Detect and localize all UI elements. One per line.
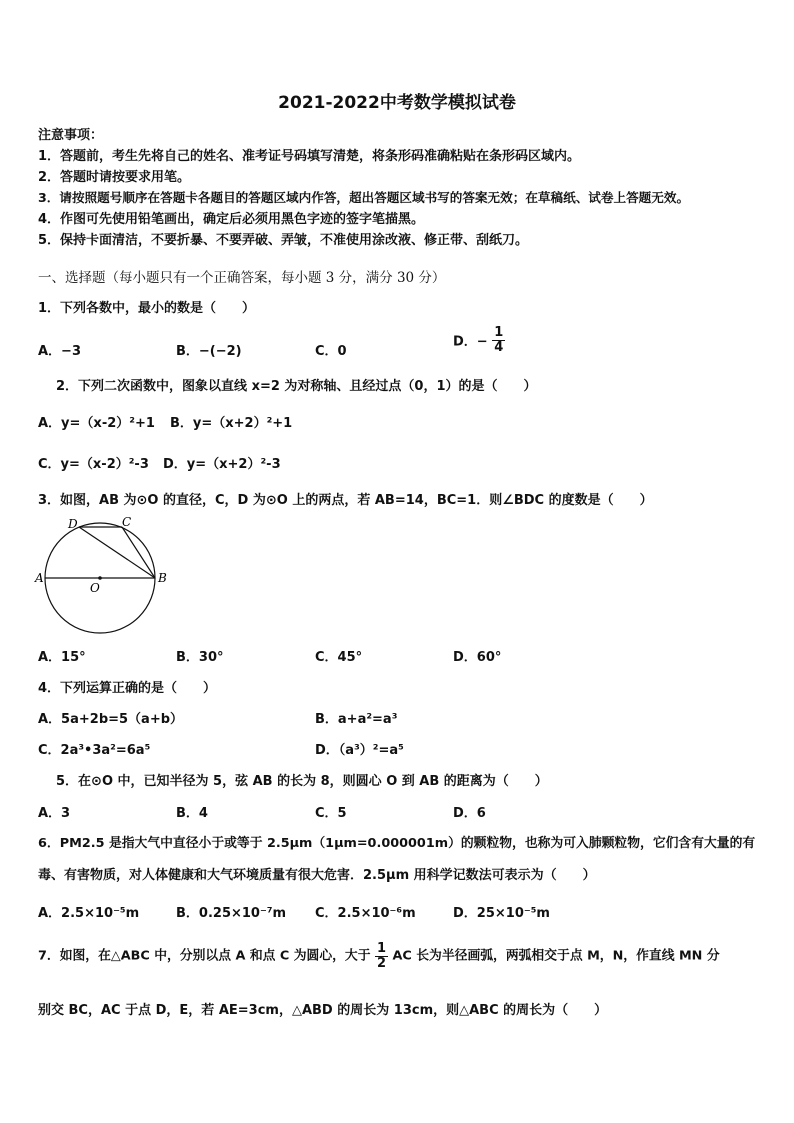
notice-item-2: 2．答题时请按要求用笔。	[38, 170, 191, 185]
q4-option-d: D．（a³）²=a⁵	[315, 743, 404, 758]
notice-item-5: 5．保持卡面清洁，不要折暴、不要弄破、弄皱，不准使用涂改液、修正带、刮纸刀。	[38, 233, 529, 248]
page-title: 2021-2022中考数学模拟试卷	[278, 93, 516, 113]
q1-option-c: C．0	[315, 344, 347, 359]
q2-option-d: D．y=（x+2）²-3	[163, 457, 281, 472]
label-o: O	[90, 581, 100, 595]
q3-option-c: C．45°	[315, 650, 363, 665]
q6-stem-line-2: 毒、有害物质，对人体健康和大气环境质量有很大危害．2.5μm 用科学记数法可表示为（ ）	[38, 868, 596, 883]
q2-stem: 2．下列二次函数中，图象以直线 x=2 为对称轴、且经过点（0，1）的是（ ）	[56, 379, 537, 394]
q1-stem: 1．下列各数中，最小的数是（ ）	[38, 301, 256, 316]
circle-figure	[34, 514, 170, 646]
chord-cb	[122, 527, 155, 578]
chord-db	[79, 527, 155, 578]
q4-option-a: A．5a+2b=5（a+b）	[38, 712, 184, 727]
q5-option-b: B．4	[176, 806, 208, 821]
notice-heading: 注意事项：	[38, 128, 104, 143]
q5-option-a: A．3	[38, 806, 71, 821]
q2-option-c: C．y=（x-2）²-3	[38, 457, 149, 472]
label-d: D	[68, 517, 78, 531]
q7-frac-denominator: 2	[376, 955, 387, 971]
q7-frac-numerator: 1	[376, 941, 387, 956]
q3-option-a: A．15°	[38, 650, 86, 665]
q5-option-c: C．5	[315, 806, 347, 821]
q3-stem: 3．如图，AB 为⊙O 的直径，C，D 为⊙O 上的两点，若 AB=14，BC=1．则∠BDC 的度数是（ ）	[38, 493, 653, 508]
q6-option-b: B．0.25×10⁻⁷m	[176, 906, 287, 921]
q3-option-d: D．60°	[453, 650, 502, 665]
q1-option-a: A．−3	[38, 344, 81, 359]
q7-fraction	[375, 942, 388, 970]
label-a: A	[35, 571, 44, 585]
q7-stem-line-1	[38, 942, 720, 970]
notice-item-4: 4．作图可先使用铅笔画出，确定后必须用黑色字迹的签字笔描黑。	[38, 212, 425, 227]
q4-stem: 4．下列运算正确的是（ ）	[38, 681, 217, 696]
q4-option-c: C．2a³•3a²=6a⁵	[38, 743, 151, 758]
q6-option-d: D．25×10⁻⁵m	[453, 906, 550, 921]
q1-option-b: B．−(−2)	[176, 344, 242, 359]
q3-option-b: B．30°	[176, 650, 224, 665]
q1-option-d	[453, 326, 505, 354]
q7-line1-pre: 7．如图，在△ABC 中，分别以点 A 和点 C 为圆心，大于	[38, 948, 371, 964]
label-b: B	[158, 571, 167, 585]
center-point-o	[98, 576, 102, 580]
q6-option-a: A．2.5×10⁻⁵m	[38, 906, 140, 921]
q6-stem-line-1: 6．PM2.5 是指大气中直径小于或等于 2.5μm（1μm=0.000001m）的颗粒物，也称为可入肺颗粒物，它们含有大量的有	[38, 836, 756, 851]
q6-option-c: C．2.5×10⁻⁶m	[315, 906, 416, 921]
label-c: C	[122, 515, 132, 529]
q1-option-d-prefix: D．−	[453, 334, 488, 350]
q5-option-d: D．6	[453, 806, 486, 821]
q7-line1-post: AC 长为半径画弧，两弧相交于点 M，N，作直线 MN 分	[392, 948, 720, 964]
notice-item-3: 3．请按照题号顺序在答题卡各题目的答题区域内作答，超出答题区域书写的答案无效；在草稿纸、试卷上答题无效。	[38, 190, 690, 205]
q2-option-a: A．y=（x-2）²+1	[38, 416, 155, 431]
q1-option-d-fraction	[492, 326, 505, 354]
notice-item-1: 1．答题前，考生先将自己的姓名、准考证号码填写清楚，将条形码准确粘贴在条形码区域内。	[38, 149, 581, 164]
q4-option-b: B．a+a²=a³	[315, 712, 398, 727]
section-heading: 一、选择题（每小题只有一个正确答案，每小题 3 分，满分 30 分）	[38, 270, 446, 286]
q2-option-b: B．y=（x+2）²+1	[170, 416, 293, 431]
q1-d-denominator: 4	[494, 339, 504, 355]
q5-stem: 5．在⊙O 中，已知半径为 5，弦 AB 的长为 8，则圆心 O 到 AB 的距离为（ ）	[56, 774, 548, 789]
q1-d-numerator: 1	[494, 325, 504, 340]
q7-stem-line-2: 别交 BC，AC 于点 D，E，若 AE=3cm，△ABD 的周长为 13cm，则△ABC 的周长为（ ）	[38, 1003, 608, 1018]
